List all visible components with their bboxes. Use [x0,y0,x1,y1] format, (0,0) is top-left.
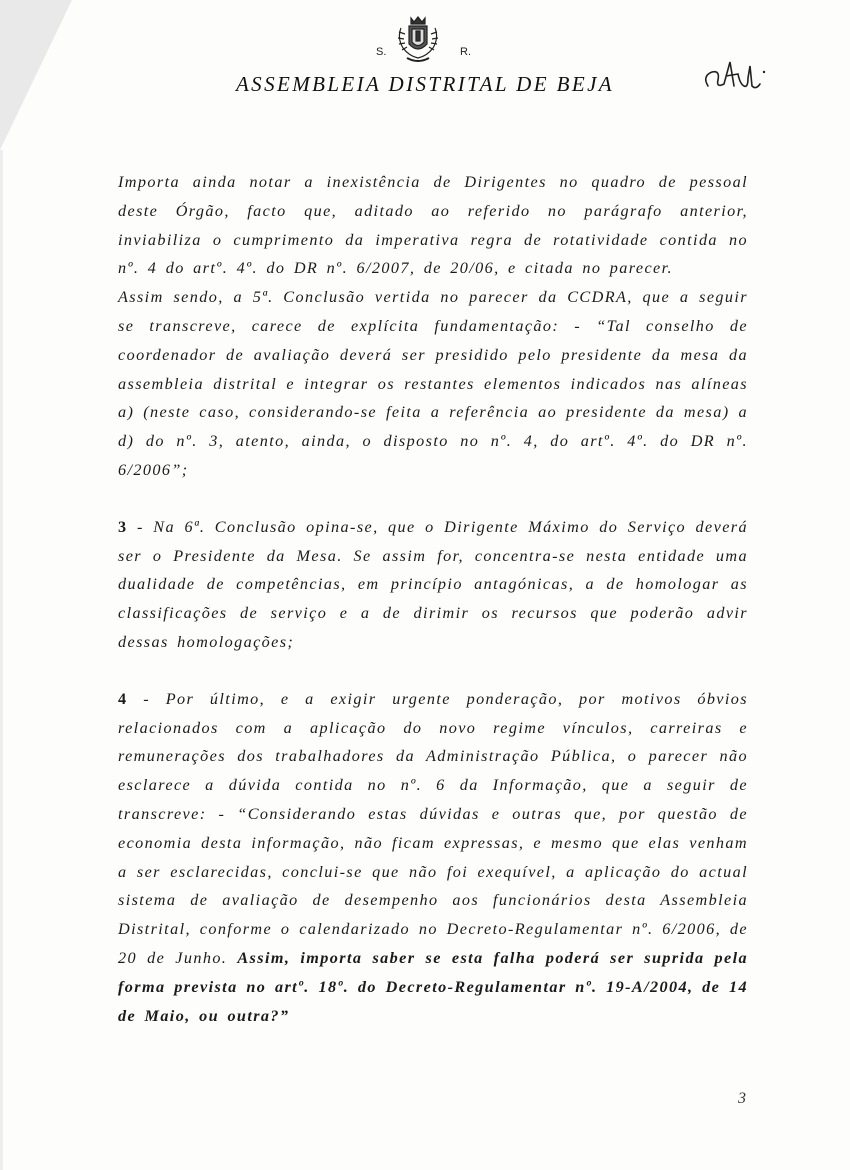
institution-name: ASSEMBLEIA DISTRITAL DE BEJA [235,72,615,96]
letterhead [0,14,850,104]
sr-left-label: S. [376,46,387,58]
paragraph-4-text: - Por último, e a exigir urgente ponderação, por motivos óbvios relacionados com a aplicação do novo regime vínculos, carreiras e remunerações dos trabalhadores da Administração Pública, o parecer não esclarece a dúvida contida no nº. 6 da Informação, que a seguir de transcreve: - “Considerando estas dúvidas e outras que, por questão de economia desta informação, não ficam expressas, e mesmo que elas venham a ser esclarecidas, conclui-se que não foi exequível, a aplicação do actual sistema de avaliação de desempenho aos funcionários desta Assembleia Distrital, conforme o calendarizado no Decreto-Regulamentar nº. 6/2006, de 20 de Junho. [118,689,748,967]
coat-of-arms-icon [395,14,441,64]
paragraph-3 [118,513,748,657]
paragraph-4-bold-question: Assim, importa saber se esta falha poderá ser suprida pela forma prevista no artº. 18º. do Decreto-Regulamentar nº. 19-A/2004, de 14 de Maio, ou outra?” [118,948,748,1025]
paragraph-2: Assim sendo, a 5ª. Conclusão vertida no parecer da CCDRA, que a seguir se transcreve, carece de explícita fundamentação: - “Tal conselho de coordenador de avaliação deverá ser presidido pelo presidente da mesa da assembleia distrital e integrar os restantes elementos indicados nas alíneas a) (neste caso, considerando-se feita a referência ao presidente da mesa) a d) do nº. 3, atento, ainda, o disposto no nº. 4, do artº. 4º. do DR nº. 6/2006”; [118,288,748,479]
item-number-3: 3 [118,517,128,536]
handwritten-initials-icon [700,50,770,100]
page-number: 3 [738,1090,746,1107]
paragraph-1: Importa ainda notar a inexistência de Dirigentes no quadro de pessoal deste Órgão, facto que, aditado ao referido no parágrafo anterior, inviabiliza o cumprimento da imperativa regra de rotatividade contida no nº. 4 do artº. 4º. do DR nº. 6/2007, de 20/06, e citada no parecer. [118,173,748,278]
item-number-4: 4 [118,689,128,708]
paragraph-3-text: - Na 6ª. Conclusão opina-se, que o Dirigente Máximo do Serviço deverá ser o Presidente da Mesa. Se assim for, concentra-se nesta entidade uma dualidade de competências, em princípio antagónicas, a de homologar as classificações de serviço e a de dirimir os recursos que poderão advir dessas homologações; [118,517,748,651]
paragraph-4 [118,685,748,1031]
sr-right-label: R. [460,46,471,58]
document-body [118,168,748,1030]
scan-left-edge [0,150,3,1170]
